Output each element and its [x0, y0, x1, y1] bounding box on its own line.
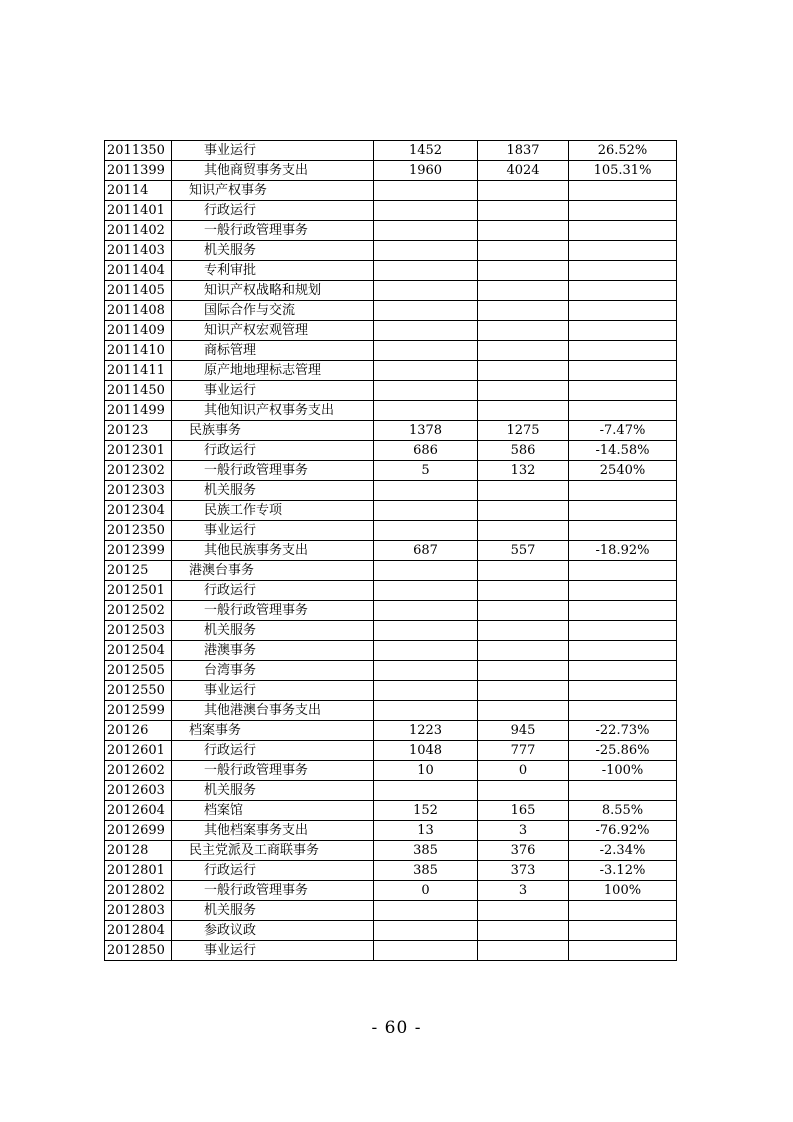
change-rate-cell [569, 521, 677, 541]
name-cell: 原产地地理标志管理 [172, 361, 374, 381]
value-cell-prev [374, 601, 478, 621]
code-cell: 2012504 [105, 641, 172, 661]
change-rate-cell: -18.92% [569, 541, 677, 561]
change-rate-cell: -100% [569, 761, 677, 781]
name-cell: 民族事务 [172, 421, 374, 441]
change-rate-cell [569, 921, 677, 941]
change-rate-cell: -2.34% [569, 841, 677, 861]
name-cell: 一般行政管理事务 [172, 601, 374, 621]
table-row [105, 341, 677, 361]
change-rate-cell [569, 781, 677, 801]
table-row [105, 601, 677, 621]
table-row [105, 181, 677, 201]
value-cell-current [478, 401, 569, 421]
change-rate-cell [569, 701, 677, 721]
table-row [105, 681, 677, 701]
table-row [105, 941, 677, 961]
change-rate-cell [569, 401, 677, 421]
table-row [105, 881, 677, 901]
name-cell: 档案事务 [172, 721, 374, 741]
code-cell: 2012802 [105, 881, 172, 901]
name-cell: 知识产权战略和规划 [172, 281, 374, 301]
change-rate-cell [569, 501, 677, 521]
code-cell: 2011402 [105, 221, 172, 241]
change-rate-cell [569, 561, 677, 581]
name-cell: 机关服务 [172, 901, 374, 921]
table-row [105, 521, 677, 541]
change-rate-cell: 100% [569, 881, 677, 901]
value-cell-current: 373 [478, 861, 569, 881]
change-rate-cell: 2540% [569, 461, 677, 481]
name-cell: 行政运行 [172, 441, 374, 461]
change-rate-cell: -7.47% [569, 421, 677, 441]
code-cell: 2012803 [105, 901, 172, 921]
name-cell: 其他档案事务支出 [172, 821, 374, 841]
value-cell-prev [374, 681, 478, 701]
name-cell: 一般行政管理事务 [172, 461, 374, 481]
name-cell: 档案馆 [172, 801, 374, 821]
code-cell: 2012603 [105, 781, 172, 801]
change-rate-cell [569, 681, 677, 701]
value-cell-current: 777 [478, 741, 569, 761]
change-rate-cell: 8.55% [569, 801, 677, 821]
name-cell: 一般行政管理事务 [172, 881, 374, 901]
value-cell-current: 557 [478, 541, 569, 561]
table-row [105, 581, 677, 601]
code-cell: 2011409 [105, 321, 172, 341]
table-row [105, 761, 677, 781]
value-cell-prev: 1452 [374, 141, 478, 161]
table-row [105, 841, 677, 861]
value-cell-prev [374, 361, 478, 381]
value-cell-current [478, 781, 569, 801]
value-cell-current [478, 581, 569, 601]
value-cell-current [478, 561, 569, 581]
value-cell-prev: 0 [374, 881, 478, 901]
value-cell-prev [374, 661, 478, 681]
table-row [105, 641, 677, 661]
value-cell-prev [374, 281, 478, 301]
name-cell: 机关服务 [172, 621, 374, 641]
table-row [105, 221, 677, 241]
page-number: - 60 - [371, 1018, 422, 1038]
name-cell: 机关服务 [172, 241, 374, 261]
value-cell-current: 4024 [478, 161, 569, 181]
name-cell: 知识产权事务 [172, 181, 374, 201]
code-cell: 2012602 [105, 761, 172, 781]
change-rate-cell [569, 341, 677, 361]
value-cell-current [478, 361, 569, 381]
change-rate-cell [569, 261, 677, 281]
value-cell-current [478, 941, 569, 961]
value-cell-current [478, 221, 569, 241]
code-cell: 2011403 [105, 241, 172, 261]
value-cell-prev [374, 781, 478, 801]
code-cell: 2011401 [105, 201, 172, 221]
code-cell: 2012302 [105, 461, 172, 481]
code-cell: 2011405 [105, 281, 172, 301]
budget-table [104, 140, 677, 961]
value-cell-current [478, 661, 569, 681]
code-cell: 2012601 [105, 741, 172, 761]
name-cell: 行政运行 [172, 861, 374, 881]
code-cell: 2012502 [105, 601, 172, 621]
table-row [105, 261, 677, 281]
change-rate-cell [569, 301, 677, 321]
code-cell: 2011411 [105, 361, 172, 381]
value-cell-prev [374, 701, 478, 721]
code-cell: 20114 [105, 181, 172, 201]
name-cell: 事业运行 [172, 941, 374, 961]
name-cell: 参政议政 [172, 921, 374, 941]
change-rate-cell [569, 661, 677, 681]
table-row [105, 461, 677, 481]
name-cell: 知识产权宏观管理 [172, 321, 374, 341]
table-row [105, 281, 677, 301]
value-cell-prev [374, 641, 478, 661]
value-cell-prev [374, 261, 478, 281]
table-row [105, 901, 677, 921]
name-cell: 国际合作与交流 [172, 301, 374, 321]
value-cell-current [478, 241, 569, 261]
value-cell-prev: 686 [374, 441, 478, 461]
table-row [105, 821, 677, 841]
code-cell: 20128 [105, 841, 172, 861]
code-cell: 2012699 [105, 821, 172, 841]
table-row [105, 361, 677, 381]
change-rate-cell [569, 581, 677, 601]
value-cell-prev [374, 181, 478, 201]
value-cell-current [478, 301, 569, 321]
value-cell-prev: 13 [374, 821, 478, 841]
value-cell-prev [374, 561, 478, 581]
code-cell: 2011404 [105, 261, 172, 281]
value-cell-current [478, 481, 569, 501]
change-rate-cell [569, 281, 677, 301]
name-cell: 民族工作专项 [172, 501, 374, 521]
change-rate-cell: 26.52% [569, 141, 677, 161]
name-cell: 民主党派及工商联事务 [172, 841, 374, 861]
change-rate-cell [569, 221, 677, 241]
value-cell-prev [374, 341, 478, 361]
table-row [105, 201, 677, 221]
value-cell-prev [374, 221, 478, 241]
change-rate-cell: -76.92% [569, 821, 677, 841]
value-cell-current: 586 [478, 441, 569, 461]
name-cell: 台湾事务 [172, 661, 374, 681]
code-cell: 20125 [105, 561, 172, 581]
table-row [105, 241, 677, 261]
value-cell-prev [374, 941, 478, 961]
change-rate-cell: -14.58% [569, 441, 677, 461]
name-cell: 其他商贸事务支出 [172, 161, 374, 181]
code-cell: 2012505 [105, 661, 172, 681]
code-cell: 2012503 [105, 621, 172, 641]
change-rate-cell: 105.31% [569, 161, 677, 181]
value-cell-current [478, 521, 569, 541]
table-row [105, 741, 677, 761]
value-cell-current: 0 [478, 761, 569, 781]
value-cell-prev: 385 [374, 861, 478, 881]
table-row [105, 321, 677, 341]
value-cell-prev [374, 521, 478, 541]
change-rate-cell [569, 601, 677, 621]
value-cell-prev: 687 [374, 541, 478, 561]
table-row [105, 401, 677, 421]
value-cell-prev: 10 [374, 761, 478, 781]
name-cell: 事业运行 [172, 521, 374, 541]
value-cell-current [478, 621, 569, 641]
code-cell: 2012604 [105, 801, 172, 821]
change-rate-cell [569, 641, 677, 661]
value-cell-prev: 385 [374, 841, 478, 861]
value-cell-current: 945 [478, 721, 569, 741]
value-cell-current: 376 [478, 841, 569, 861]
value-cell-current [478, 341, 569, 361]
value-cell-current: 3 [478, 881, 569, 901]
code-cell: 2011399 [105, 161, 172, 181]
table-row [105, 481, 677, 501]
name-cell: 事业运行 [172, 141, 374, 161]
code-cell: 2012501 [105, 581, 172, 601]
name-cell: 行政运行 [172, 581, 374, 601]
change-rate-cell [569, 381, 677, 401]
table-row [105, 141, 677, 161]
code-cell: 2011499 [105, 401, 172, 421]
table-row [105, 721, 677, 741]
code-cell: 2012850 [105, 941, 172, 961]
change-rate-cell [569, 901, 677, 921]
value-cell-prev [374, 401, 478, 421]
name-cell: 其他民族事务支出 [172, 541, 374, 561]
code-cell: 2012304 [105, 501, 172, 521]
value-cell-current [478, 921, 569, 941]
change-rate-cell: -3.12% [569, 861, 677, 881]
table-body [105, 141, 677, 961]
value-cell-current [478, 281, 569, 301]
value-cell-current: 3 [478, 821, 569, 841]
name-cell: 商标管理 [172, 341, 374, 361]
value-cell-prev [374, 921, 478, 941]
change-rate-cell [569, 941, 677, 961]
table-row [105, 561, 677, 581]
value-cell-prev [374, 201, 478, 221]
value-cell-prev: 152 [374, 801, 478, 821]
value-cell-current [478, 701, 569, 721]
change-rate-cell [569, 321, 677, 341]
table-row [105, 621, 677, 641]
code-cell: 2012599 [105, 701, 172, 721]
name-cell: 行政运行 [172, 741, 374, 761]
value-cell-current [478, 901, 569, 921]
change-rate-cell [569, 241, 677, 261]
code-cell: 2011450 [105, 381, 172, 401]
table-row [105, 801, 677, 821]
value-cell-current: 1837 [478, 141, 569, 161]
table-row [105, 161, 677, 181]
table-row [105, 701, 677, 721]
change-rate-cell [569, 181, 677, 201]
value-cell-current [478, 681, 569, 701]
value-cell-current: 165 [478, 801, 569, 821]
code-cell: 20123 [105, 421, 172, 441]
code-cell: 2012399 [105, 541, 172, 561]
value-cell-current [478, 601, 569, 621]
name-cell: 港澳台事务 [172, 561, 374, 581]
value-cell-current [478, 501, 569, 521]
name-cell: 其他港澳台事务支出 [172, 701, 374, 721]
name-cell: 事业运行 [172, 381, 374, 401]
change-rate-cell [569, 481, 677, 501]
table-row [105, 441, 677, 461]
value-cell-current: 1275 [478, 421, 569, 441]
code-cell: 2012301 [105, 441, 172, 461]
code-cell: 2012804 [105, 921, 172, 941]
value-cell-current [478, 181, 569, 201]
value-cell-prev [374, 301, 478, 321]
table-row [105, 541, 677, 561]
value-cell-prev [374, 381, 478, 401]
table-row [105, 501, 677, 521]
table-row [105, 421, 677, 441]
change-rate-cell: -25.86% [569, 741, 677, 761]
value-cell-prev [374, 241, 478, 261]
code-cell: 2011350 [105, 141, 172, 161]
name-cell: 事业运行 [172, 681, 374, 701]
value-cell-prev [374, 501, 478, 521]
change-rate-cell [569, 361, 677, 381]
value-cell-prev [374, 621, 478, 641]
value-cell-prev: 1960 [374, 161, 478, 181]
table-row [105, 781, 677, 801]
name-cell: 其他知识产权事务支出 [172, 401, 374, 421]
value-cell-prev [374, 901, 478, 921]
value-cell-prev [374, 481, 478, 501]
change-rate-cell [569, 201, 677, 221]
value-cell-current [478, 381, 569, 401]
code-cell: 2012303 [105, 481, 172, 501]
value-cell-current [478, 641, 569, 661]
table-row [105, 661, 677, 681]
code-cell: 2012550 [105, 681, 172, 701]
table-row [105, 861, 677, 881]
value-cell-current [478, 261, 569, 281]
value-cell-current: 132 [478, 461, 569, 481]
code-cell: 2011410 [105, 341, 172, 361]
table-row [105, 301, 677, 321]
name-cell: 机关服务 [172, 481, 374, 501]
name-cell: 机关服务 [172, 781, 374, 801]
code-cell: 20126 [105, 721, 172, 741]
value-cell-prev: 1223 [374, 721, 478, 741]
table-row [105, 381, 677, 401]
name-cell: 行政运行 [172, 201, 374, 221]
change-rate-cell [569, 621, 677, 641]
code-cell: 2011408 [105, 301, 172, 321]
code-cell: 2012350 [105, 521, 172, 541]
value-cell-prev: 1378 [374, 421, 478, 441]
name-cell: 一般行政管理事务 [172, 761, 374, 781]
value-cell-prev: 1048 [374, 741, 478, 761]
name-cell: 港澳事务 [172, 641, 374, 661]
code-cell: 2012801 [105, 861, 172, 881]
change-rate-cell: -22.73% [569, 721, 677, 741]
value-cell-prev [374, 581, 478, 601]
value-cell-current [478, 321, 569, 341]
value-cell-prev: 5 [374, 461, 478, 481]
table-row [105, 921, 677, 941]
value-cell-prev [374, 321, 478, 341]
name-cell: 专利审批 [172, 261, 374, 281]
value-cell-current [478, 201, 569, 221]
name-cell: 一般行政管理事务 [172, 221, 374, 241]
